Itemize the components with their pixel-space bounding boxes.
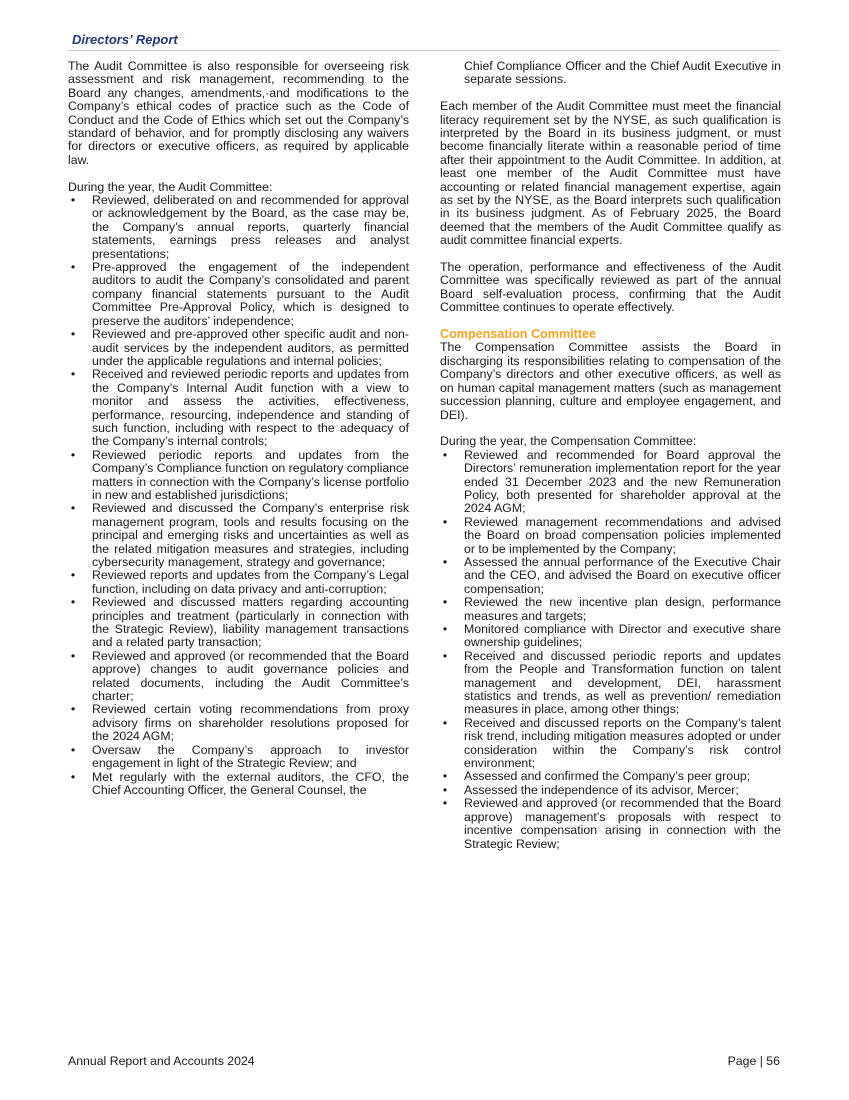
- bullet-icon: •: [442, 796, 448, 811]
- bullet-icon: •: [70, 447, 76, 462]
- bullet-icon: •: [442, 782, 448, 797]
- list-item-text: Met regularly with the external auditors, the CFO, the Chief Accounting Officer, the General Counsel, the: [92, 769, 409, 797]
- list-item: [68, 703, 409, 743]
- list-item-text: Received and discussed reports on the Company’s talent risk trend, including mitigation measures adopted or under consideration within the Company’s risk control environment;: [464, 715, 781, 771]
- compensation-during-label: During the year, the Compensation Committee:: [440, 434, 697, 449]
- list-item-text: Reviewed management recommendations and advised the Board on broad compensation policies implemented or to be implemented by the Company;: [464, 514, 781, 556]
- financial-literacy-paragraph: Each member of the Audit Committee must meet the financial literacy requirement set by the NYSE, as such qualification is interpreted by the Board in its business judgment, or must become financially literate within a reasonable period of time after their appointment to the Audit Committee. In addition, at least one member of the Audit Committee must have accounting or related financial management expertise, again as set by the NYSE, as the Board interprets such qualification in its business judgment. As of February 2025, the Board deemed that the members of the Audit Committee qualify as audit committee financial experts.: [440, 99, 781, 248]
- list-item: [68, 194, 409, 261]
- bullet-icon: •: [70, 327, 76, 342]
- list-item-text: Assessed the annual performance of the Executive Chair and the CEO, and advised the Board on executive officer compensation;: [464, 554, 781, 596]
- left-column: [68, 60, 409, 797]
- bullet-icon: •: [70, 648, 76, 663]
- bullet-icon: •: [70, 367, 76, 382]
- list-item-text: Reviewed certain voting recommendations from proxy advisory firms on shareholder resolutions proposed for the 2024 AGM;: [92, 702, 409, 744]
- list-item: [440, 770, 781, 783]
- bullet-icon: •: [442, 622, 448, 636]
- bullet-icon: •: [70, 769, 76, 784]
- bullet-icon: •: [442, 715, 448, 730]
- list-item: [440, 717, 781, 771]
- list-item-text: Reviewed and pre-approved other specific audit and non-audit services by the independent auditors, as permitted under the applicable regulations and internal policies;: [92, 327, 409, 368]
- list-item: [68, 449, 409, 503]
- bullet-icon: •: [70, 742, 76, 757]
- list-item-text: Reviewed reports and updates from the Company’s Legal function, including on data privacy and anti-corruption;: [92, 568, 409, 596]
- bullet-icon: •: [442, 447, 448, 462]
- list-item: [68, 569, 409, 596]
- list-item: [68, 650, 409, 704]
- bullet-icon: •: [70, 595, 76, 610]
- list-item: [440, 623, 781, 650]
- list-item-text: Reviewed and recommended for Board approval the Directors’ remuneration implementation report for the year ended 31 December 2023 and the new Remuneration Policy, both presented for shareholder approval at the 2024 AGM;: [464, 447, 781, 516]
- footer-page-number: Page | 56: [727, 1054, 780, 1068]
- list-item: [68, 502, 409, 569]
- bullet-icon: •: [442, 514, 448, 529]
- list-item-text: Received and discussed periodic reports and updates from the People and Transformation function on talent management and development, DEI, harassment statistics and trends, as well as prevention/ remediation measures in place, among other things;: [464, 648, 781, 717]
- bullet-icon: •: [442, 769, 448, 784]
- compensation-intro-paragraph: The Compensation Committee assists the Board in discharging its responsibilities relating to compensation of the Company’s directors and other executive officers, as well as on human capital management matters (such as management succession planning, culture and employee engagement, and DEI).: [440, 340, 781, 422]
- list-item-text: Assessed and confirmed the Company’s peer group;: [464, 769, 751, 784]
- list-item: [68, 368, 409, 448]
- bullet-icon: •: [70, 568, 76, 583]
- list-item-text: Reviewed the new incentive plan design, performance measures and targets;: [464, 595, 781, 623]
- bullet-icon: •: [70, 702, 76, 717]
- list-item-text: Reviewed and discussed matters regarding accounting principles and treatment (particularly in connection with the Strategic Review), liability management transactions and a related party transaction;: [92, 595, 409, 650]
- bullet-icon: •: [442, 595, 448, 610]
- bullet-icon: •: [442, 554, 448, 569]
- list-item: [440, 784, 781, 797]
- bullet-icon: •: [70, 260, 76, 275]
- list-item-text: Monitored compliance with Director and executive share ownership guidelines;: [464, 622, 781, 650]
- effectiveness-paragraph: The operation, performance and effectiveness of the Audit Committee was specifically reviewed as part of the annual Board self-evaluation process, confirming that the Audit Committee continues to operate effectively.: [440, 260, 781, 315]
- list-item-text: Reviewed and approved (or recommended that the Board approve) management’s proposals with respect to incentive compensation arising in connection with the Strategic Review;: [464, 796, 781, 851]
- list-item: [68, 328, 409, 368]
- list-item: [440, 449, 781, 516]
- list-item-text: Assessed the independence of its advisor, Mercer;: [464, 782, 739, 797]
- list-item: [440, 650, 781, 717]
- list-item: [68, 596, 409, 650]
- list-item-text: Reviewed periodic reports and updates from the Company’s Compliance function on regulatory compliance matters in connection with the Company’s license portfolio in new and established jurisdictions;: [92, 447, 409, 502]
- audit-during-label: During the year, the Audit Committee:: [68, 179, 273, 194]
- list-item-text: Reviewed and approved (or recommended that the Board approve) changes to audit governance policies and related documents, including the Audit Committee’s charter;: [92, 648, 409, 704]
- list-item-text: Received and reviewed periodic reports and updates from the Company’s Internal Audit function with a view to monitor and assess the activities, effectiveness, performance, resourcing, independence and standing of such function, including with respect to the adequacy of the Company’s internal controls;: [92, 367, 409, 449]
- page-header-title: Directors’ Report: [72, 32, 178, 47]
- compensation-activities-list: [440, 449, 781, 851]
- bullet-icon: •: [70, 501, 76, 516]
- list-item: [440, 556, 781, 596]
- footer-report-title: Annual Report and Accounts 2024: [68, 1054, 255, 1068]
- list-item: [68, 261, 409, 328]
- list-item: [68, 771, 409, 798]
- list-item: [440, 596, 781, 623]
- list-item: [68, 744, 409, 771]
- header-divider: [68, 50, 780, 51]
- compensation-committee-heading: Compensation Committee: [440, 327, 597, 342]
- list-item: [440, 797, 781, 851]
- right-column: [440, 60, 781, 851]
- audit-list-continuation: Chief Compliance Officer and the Chief Audit Executive in separate sessions.: [464, 59, 781, 87]
- list-item-text: Pre-approved the engagement of the independent auditors to audit the Company’s consolidated and parent company financial statements pursuant to the Audit Committee Pre-Approval Policy, which is designed to preserve the auditors’ independence;: [92, 260, 409, 328]
- bullet-icon: •: [70, 193, 76, 208]
- audit-intro-paragraph: The Audit Committee is also responsible for overseeing risk assessment and risk management, recommending to the Board any changes, amendments,·and modifications to the Company’s ethical codes of practice such as the Code of Conduct and the Code of Ethics which set out the Company’s standard of behavior, and for promptly disclosing any waivers for directors or executive officers, as required by applicable law.: [68, 59, 409, 167]
- bullet-icon: •: [442, 648, 448, 663]
- audit-activities-list: [68, 194, 409, 797]
- list-item: [440, 516, 781, 556]
- list-item-text: Reviewed, deliberated on and recommended for approval or acknowledgement by the Board, as the case may be, the Company’s annual reports, quarterly financial statements, earnings press releases and analyst presentations;: [92, 193, 409, 261]
- list-item-text: Reviewed and discussed the Company’s enterprise risk management program, tools and results focusing on the principal and emerging risks and uncertainties as well as the related mitigation measures and strategies, including cybersecurity management, strategy and governance;: [92, 501, 409, 570]
- list-item-text: Oversaw the Company’s approach to investor engagement in light of the Strategic Review; and: [92, 742, 409, 771]
